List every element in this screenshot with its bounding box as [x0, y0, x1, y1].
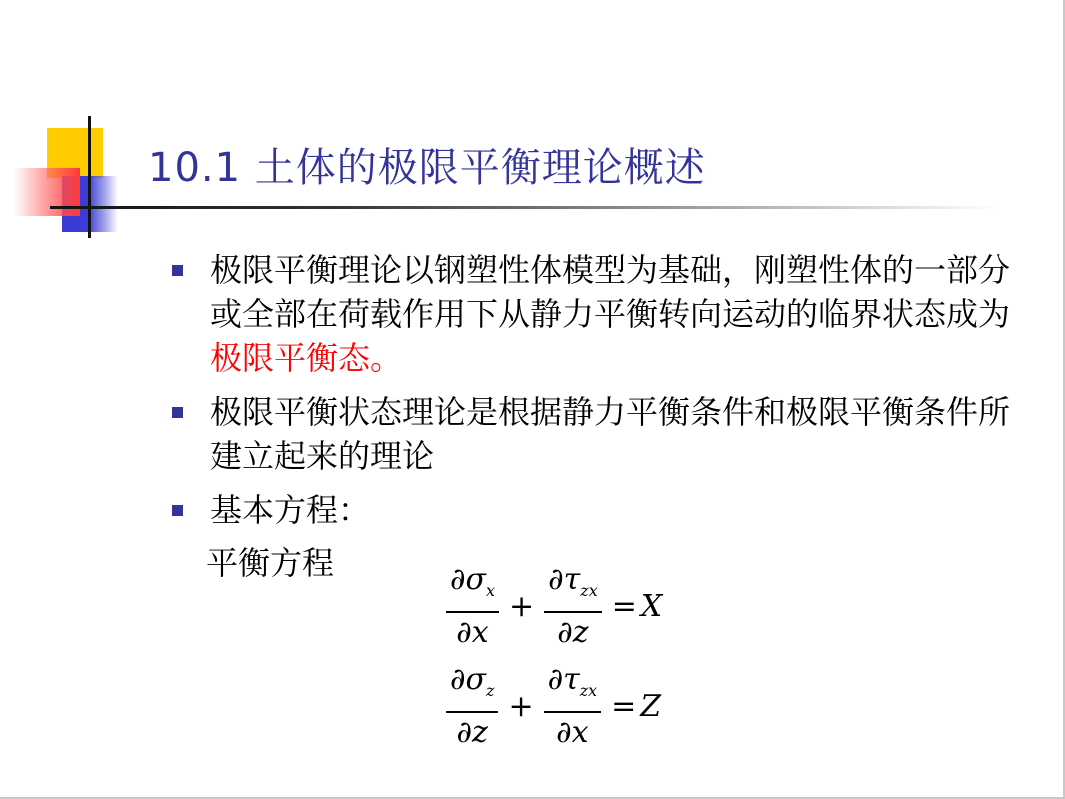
equation-row [440, 556, 662, 656]
fraction [544, 562, 602, 651]
equation-rhs: X [640, 588, 663, 624]
numerator: $\partial\tau_{zx}$ [544, 662, 602, 713]
plus-operator: + [509, 588, 535, 624]
equation-row [440, 656, 662, 756]
denominator: ∂z [456, 714, 488, 750]
bullet-item [170, 248, 1030, 380]
plus-operator: + [508, 688, 534, 724]
denominator: ∂x [556, 714, 589, 750]
bullet-item [170, 488, 1030, 532]
numerator: $\partial\sigma_x$ [446, 562, 499, 613]
bullet-square-icon [172, 505, 183, 516]
bullet-square-icon [172, 265, 183, 276]
bullet-text: 基本方程： [210, 491, 371, 529]
equilibrium-equations [440, 556, 662, 756]
fraction [446, 662, 498, 751]
bullet-text: 极限平衡状态理论是根据静力平衡条件和极限平衡条件所建立起来的理论 [210, 393, 1011, 475]
fraction [446, 562, 499, 651]
fraction [544, 662, 602, 751]
title-underline [50, 206, 1000, 209]
bullet-text: 极限平衡理论以钢塑性体模型为基础，刚塑性体的一部分或全部在荷载作用下从静力平衡转向运动的临界状态成为 [210, 251, 1011, 333]
bullet-highlight-text: 极限平衡态。 [210, 339, 403, 377]
numerator: $\partial\sigma_z$ [446, 662, 498, 713]
decorative-vertical-line [88, 116, 91, 238]
bullet-list [170, 248, 1030, 542]
numerator: $\partial\tau_{zx}$ [544, 562, 602, 613]
equation-rhs: Z [640, 688, 662, 724]
slide-title: 10.1 土体的极限平衡理论概述 [148, 145, 706, 191]
equals-operator: = [611, 588, 637, 624]
equation-label: 平衡方程 [206, 544, 335, 582]
bullet-square-icon [172, 407, 183, 418]
denominator: ∂x [456, 614, 489, 650]
equals-operator: = [611, 688, 637, 724]
denominator: ∂z [557, 614, 589, 650]
bullet-item [170, 390, 1030, 478]
